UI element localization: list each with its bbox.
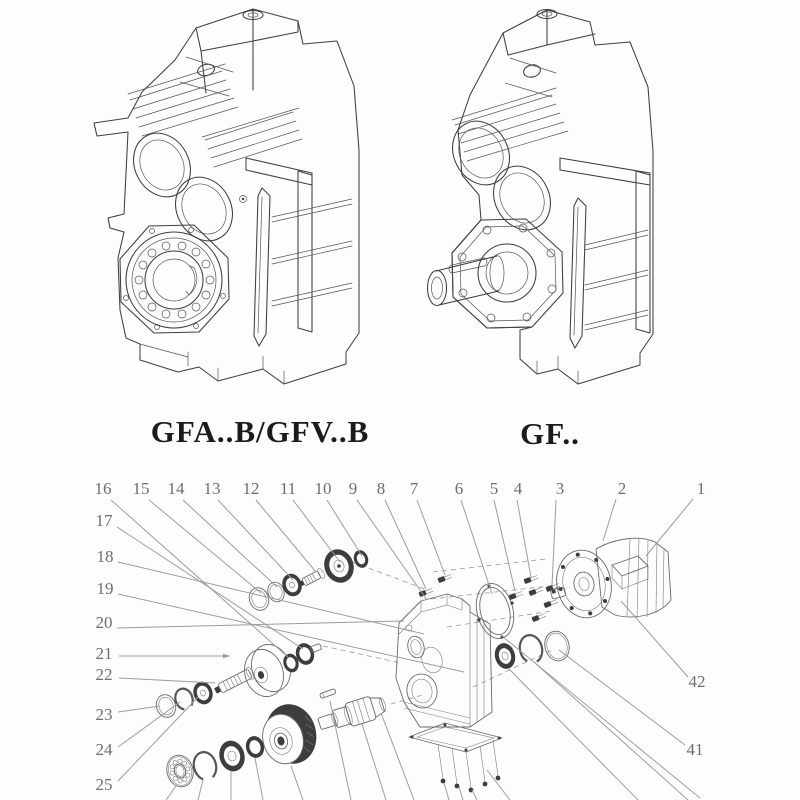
leader-line-12	[256, 500, 316, 572]
callout-number-3: 3	[555, 478, 565, 498]
leader-line-20	[117, 621, 404, 628]
leader-line-23	[118, 706, 160, 712]
figure-label-gfab-gfvb: GFA..B/GFV..B	[150, 414, 370, 449]
washer-part	[351, 548, 370, 570]
callout-number-23: 23	[95, 704, 113, 724]
callout-number-20: 20	[95, 612, 113, 632]
callout-number-18: 18	[96, 546, 114, 566]
assembly-axis-dashes	[323, 559, 552, 704]
snap-ring-part	[191, 750, 219, 783]
callout-number-4: 4	[513, 478, 523, 498]
leader-line-2	[603, 499, 616, 541]
callout-number-17: 17	[95, 510, 113, 530]
input-gear-part	[320, 545, 359, 587]
leader-line-8	[385, 500, 426, 589]
seal-ring-part	[542, 628, 573, 663]
callout-layer	[95, 479, 706, 794]
cut-leader-line-2	[198, 780, 203, 800]
upper-bores	[123, 123, 244, 251]
housing-silhouette	[94, 9, 359, 384]
feet	[537, 353, 640, 384]
tie-bar	[570, 198, 586, 348]
cut-leader-line-14	[534, 662, 688, 800]
callout-number-6: 6	[454, 478, 464, 498]
side-ribs	[585, 230, 648, 330]
callout-number-24: 24	[95, 739, 113, 759]
gearbox-fa-drawing	[94, 9, 359, 384]
vent-bolt	[240, 196, 247, 203]
callout-number-19: 19	[96, 578, 114, 598]
leader-line-22	[119, 678, 215, 683]
callout-number-7: 7	[409, 478, 419, 498]
output-gear-part	[257, 699, 323, 770]
callout-number-2: 2	[617, 478, 627, 498]
housing-silhouette	[452, 10, 653, 384]
shaft-key-part	[319, 688, 336, 698]
mounting-ear	[180, 57, 233, 96]
cut-leader-line-7	[362, 724, 386, 800]
hollow-shaft-bearing	[126, 232, 222, 328]
ball-bearing-part	[163, 752, 196, 790]
flange-gasket-part	[471, 579, 519, 642]
cooling-rib-hatch	[455, 95, 568, 161]
terminal-box	[612, 556, 648, 589]
callout-number-42: 42	[688, 671, 706, 691]
callout-number-15: 15	[132, 478, 150, 498]
snap-ring-part	[517, 633, 545, 666]
exploded-parts-diagram	[0, 470, 800, 800]
output-flange	[120, 225, 229, 333]
motor-part	[550, 538, 671, 623]
callout-number-21: 21	[95, 643, 113, 663]
cut-leader-line-1	[166, 786, 176, 800]
feet	[126, 338, 284, 384]
callout-number-12: 12	[242, 478, 260, 498]
deck-edge	[452, 88, 556, 120]
leader-line-5	[494, 500, 515, 591]
pinion-shaft-part	[296, 567, 325, 589]
bearing-part	[216, 738, 248, 774]
tie-bar	[254, 188, 270, 346]
cut-leader-line-8	[381, 713, 414, 800]
leader-line-18	[118, 562, 424, 634]
side-strap	[246, 158, 312, 332]
motor-flange	[551, 545, 618, 623]
gearbox-f-drawing	[428, 10, 654, 385]
cut-leader-line-15	[502, 636, 700, 798]
callout-number-25: 25	[95, 774, 113, 794]
output-flange	[452, 219, 563, 328]
output-shaft-parts	[163, 688, 388, 789]
cut-leader-line-9	[444, 783, 449, 800]
intermediate-pinion-shaft-part	[212, 666, 255, 697]
leader-line-6	[461, 500, 492, 594]
cut-leader-line-6	[330, 701, 351, 800]
callout-number-11: 11	[279, 478, 297, 498]
callout-number-10: 10	[314, 478, 332, 498]
mounting-ear	[505, 58, 556, 97]
cut-leader-line-10	[459, 787, 463, 800]
callout-number-9: 9	[348, 478, 358, 498]
callout-number-14: 14	[167, 478, 185, 498]
stud-bolts-part	[438, 740, 500, 792]
callout-number-22: 22	[95, 664, 113, 684]
socket-bolts	[418, 574, 560, 622]
leader-line-4	[517, 500, 531, 577]
leader-line-17	[117, 527, 303, 649]
top-cap-edges	[503, 10, 595, 55]
callout-number-1: 1	[696, 478, 706, 498]
leader-line-13	[218, 500, 293, 580]
motor-side-rings	[492, 628, 572, 671]
callout-number-8: 8	[376, 478, 386, 498]
output-shaft-part	[316, 692, 389, 735]
figure-label-gf: GF..	[520, 416, 580, 451]
cut-leader-line-13	[508, 668, 638, 800]
leader-line-3	[552, 500, 556, 586]
callout-number-16: 16	[94, 478, 112, 498]
cut-leader-line-12	[487, 770, 510, 800]
callout-number-41: 41	[686, 739, 704, 759]
leader-line-16	[111, 500, 289, 658]
leader-arrowhead-21	[223, 654, 230, 659]
leader-line-24	[118, 702, 180, 747]
callout-number-13: 13	[203, 478, 221, 498]
leader-line-10	[327, 500, 362, 556]
callout-number-5: 5	[489, 478, 499, 498]
leader-line-7	[417, 500, 445, 575]
cut-leader-line-5	[291, 766, 303, 800]
cut-leader-line-11	[472, 790, 477, 800]
cut-leader-line-4	[255, 758, 263, 800]
input-shaft-parts	[246, 545, 371, 613]
deck-edge	[128, 64, 299, 137]
top-cap-edges	[196, 9, 298, 93]
leader-line-1	[646, 499, 693, 556]
leader-line-15	[149, 500, 261, 593]
